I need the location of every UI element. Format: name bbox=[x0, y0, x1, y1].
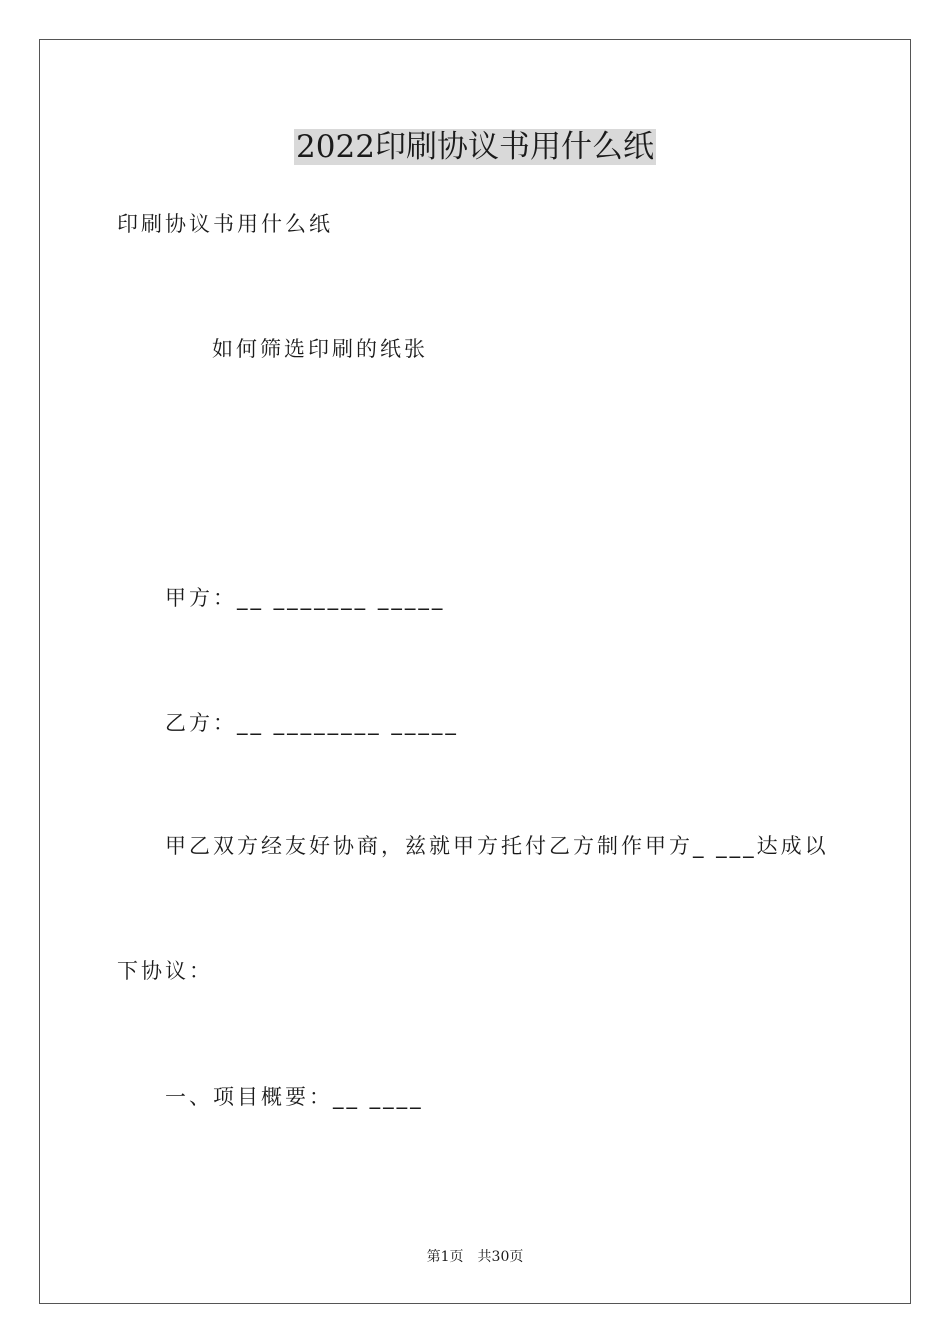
agreement-intro-continuation: 下协议： bbox=[117, 959, 213, 983]
paragraph-heading: 如何筛选印刷的纸张 bbox=[212, 337, 428, 361]
party-b-line: 乙方：__ ________ _____ bbox=[165, 711, 459, 735]
subtitle-line: 印刷协议书用什么纸 bbox=[117, 212, 333, 236]
agreement-intro-line: 甲乙双方经友好协商，兹就甲方托付乙方制作甲方_ ___达成以 bbox=[165, 834, 829, 858]
page-footer bbox=[0, 1247, 950, 1267]
page-number-current: 第1页 bbox=[426, 1249, 464, 1265]
project-summary-line: 一、项目概要：__ ____ bbox=[165, 1085, 424, 1109]
document-title bbox=[0, 125, 950, 169]
page-number-total: 共30页 bbox=[477, 1249, 524, 1265]
document-title-text: 2022印刷协议书用什么纸 bbox=[296, 129, 654, 165]
party-a-line: 甲方：__ _______ _____ bbox=[165, 586, 446, 610]
